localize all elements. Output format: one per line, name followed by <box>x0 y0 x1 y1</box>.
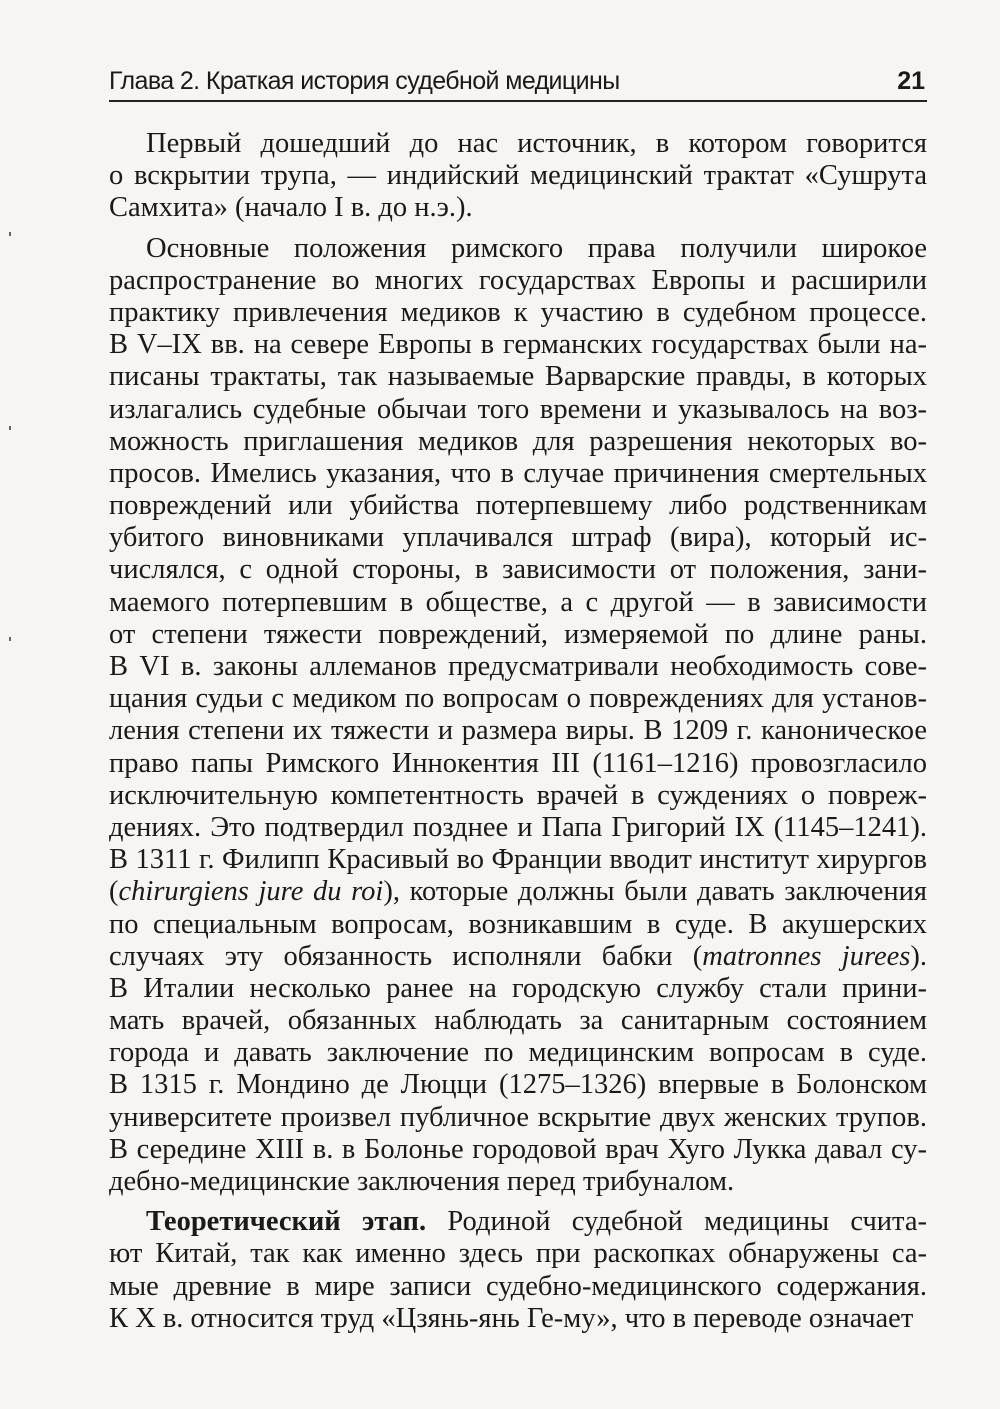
text-run: университете произвел публичное вскрытие двух женских трупов. <box>109 1101 927 1133</box>
paragraph <box>109 233 927 1199</box>
text-run: повреждений или убийства потерпевшему либо родственникам <box>109 490 927 522</box>
text-line <box>109 1037 927 1069</box>
text-run: маемого потерпевшим в обществе, а с другой — в зависимости <box>109 586 927 618</box>
text-run: распространение во многих государствах Европы и расширили <box>109 264 927 296</box>
text-line <box>109 329 927 361</box>
text-line <box>109 265 927 297</box>
text-line <box>109 522 927 554</box>
text-run: дебно-медицинские заключения перед трибуналом. <box>109 1166 735 1197</box>
text-run: Самхита» (начало I в. до н.э.). <box>109 192 473 224</box>
text-line <box>109 1134 927 1166</box>
text-line <box>109 812 927 844</box>
text-line <box>109 490 927 522</box>
italic-text: chirurgiens jure du roi <box>118 876 384 908</box>
text-run: право папы Римского Иннокентия III (1161–1216) провозгласило <box>109 747 927 779</box>
text-run: ). <box>910 940 927 972</box>
text-run: просов. Имелись указания, что в случае причинения смертельных <box>109 457 927 489</box>
text-run: В VI в. законы аллеманов предусматривали необходимость сове- <box>109 651 927 682</box>
text-line <box>109 128 927 160</box>
text-line <box>109 361 927 393</box>
body-text <box>109 128 927 1343</box>
text-run: писаны трактаты, так называемые Варварские правды, в которых <box>109 361 927 393</box>
text-run: В середине XIII в. в Болонье городовой врач Хуго Лукка давал су- <box>109 1133 927 1165</box>
text-run: случаях эту обязанность исполняли бабки ( <box>109 940 703 972</box>
text-run: можность приглашения медиков для разрешения некоторых во- <box>109 425 927 457</box>
paragraph <box>109 128 927 225</box>
text-line <box>109 748 927 780</box>
text-run: от степени тяжести повреждений, измеряемой по длине раны. <box>109 618 927 650</box>
text-run: Родиной судебной медицины счита- <box>426 1206 927 1238</box>
margin-speck <box>9 426 11 430</box>
text-run: щания судьи с медиком по вопросам о повреждениях для установ- <box>109 683 927 715</box>
text-line <box>109 1303 927 1335</box>
text-line <box>109 1069 927 1101</box>
text-run: В 1315 г. Мондино де Люцци (1275–1326) впервые в Болонском <box>109 1069 927 1101</box>
text-line <box>109 941 927 973</box>
text-run: дениях. Это подтвердил позднее и Папа Григорий IX (1145–1241). <box>109 811 927 843</box>
text-run: К X в. относится труд «Цзянь-янь Ге-му», что в переводе означает <box>109 1302 914 1334</box>
text-line <box>109 909 927 941</box>
text-line <box>109 683 927 715</box>
text-run: ), которые должны были давать заключения <box>383 876 928 908</box>
text-run: излагались судебные обычаи того времени и указывалось на воз- <box>109 393 927 425</box>
text-run: Первый дошедший до нас источник, в котором говорится <box>146 128 927 159</box>
text-run: убитого виновниками уплачивался штраф (вира), который ис- <box>109 522 927 554</box>
text-line <box>109 160 927 192</box>
text-run: практику привлечения медиков к участию в судебном процессе. <box>109 296 927 328</box>
text-run: города и давать заключение по медицинским вопросам в суде. <box>109 1037 927 1069</box>
text-line <box>109 1238 927 1270</box>
text-run: В Италии несколько ранее на городскую службу стали прини- <box>109 972 927 1004</box>
text-run: Основные положения римского права получили широкое <box>146 232 927 264</box>
text-run: ления степени их тяжести и размера виры. В 1209 г. каноническое <box>109 715 927 747</box>
chapter-title: Глава 2. Краткая история судебной медицины <box>109 67 620 95</box>
margin-speck <box>9 232 11 236</box>
text-line <box>109 192 927 224</box>
margin-speck <box>9 637 11 641</box>
text-line <box>109 554 927 586</box>
text-run: по специальным вопросам, возникавшим в суде. В акушерских <box>109 908 927 940</box>
text-line <box>109 715 927 747</box>
running-header <box>109 62 927 102</box>
text-run: В 1311 г. Филипп Красивый во Франции вводит институт хирургов <box>109 844 927 876</box>
page-number: 21 <box>897 67 925 95</box>
text-line <box>109 973 927 1005</box>
text-run: ( <box>109 876 119 908</box>
text-run: мые древние в мире записи судебно-медицинского содержания. <box>109 1270 927 1302</box>
text-line <box>109 844 927 876</box>
text-run: о вскрытии трупа, — индийский медицинский трактат «Сушрута <box>109 160 927 192</box>
text-line <box>109 426 927 458</box>
text-line <box>109 1271 927 1303</box>
text-line <box>109 780 927 812</box>
text-line <box>109 1166 927 1198</box>
text-line <box>109 394 927 426</box>
text-line <box>109 876 927 908</box>
text-line <box>109 651 927 683</box>
text-line <box>109 297 927 329</box>
text-line <box>109 1102 927 1134</box>
italic-text: matronnes jurees <box>702 940 911 972</box>
paragraph <box>109 1206 927 1335</box>
text-run: В V–IX вв. на севере Европы в германских государствах были на- <box>109 329 927 361</box>
text-line <box>109 1206 927 1238</box>
text-run: числялся, с одной стороны, в зависимости от положения, зани- <box>109 554 927 586</box>
bold-text: Теоретический этап. <box>146 1206 427 1238</box>
text-run: мать врачей, обязанных наблюдать за санитарным состоянием <box>109 1005 927 1037</box>
text-line <box>109 458 927 490</box>
text-run: исключительную компетентность врачей в суждениях о повреж- <box>109 779 927 811</box>
text-run: ют Китай, так как именно здесь при раскопках обнаружены са- <box>109 1238 927 1270</box>
text-line <box>109 619 927 651</box>
text-line <box>109 233 927 265</box>
text-line <box>109 587 927 619</box>
text-line <box>109 1005 927 1037</box>
